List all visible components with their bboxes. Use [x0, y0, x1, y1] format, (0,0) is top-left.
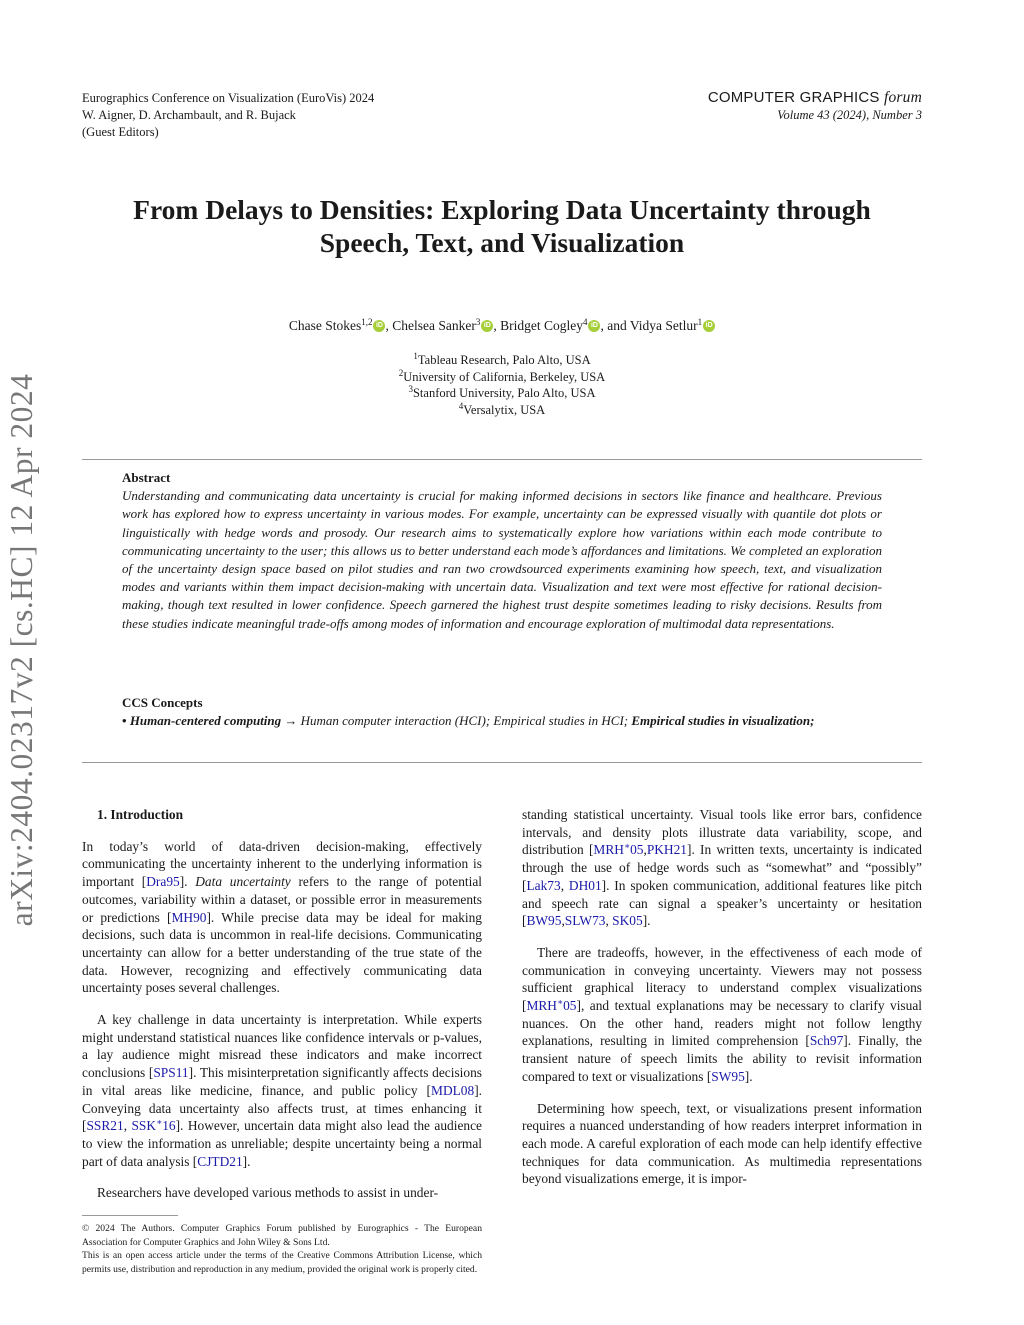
citation-link[interactable]: BW95 [526, 913, 562, 929]
citation-link[interactable]: Dra95 [146, 874, 180, 890]
license-text: This is an open access article under the terms of the Creative Commons Attribution License, which permits use, distribution and reproduction in any medium, provided the original work is properly cited. [82, 1250, 482, 1275]
journal-name: COMPUTER GRAPHICS forum [707, 89, 922, 106]
citation-link[interactable]: DH01 [568, 877, 602, 893]
citation-link[interactable]: MRH∗05 [593, 841, 644, 858]
intro-paragraph-3-start: Researchers have developed various methods to assist in under- [97, 1185, 439, 1201]
author-affil-sup: 1 [697, 317, 703, 327]
orcid-icon[interactable]: iD [588, 320, 600, 332]
right-column [522, 806, 922, 1202]
affiliation: $^1$Tableau Research, Palo Alto, USA [413, 351, 591, 367]
conference-header [82, 90, 374, 141]
editors-line: W. Aigner, D. Archambault, and R. Bujack [82, 108, 296, 122]
author-list: Chase Stokes$^{1,2}$ iD , Chelsea Sanker$^3$ iD , Bridget Cogley$^4$ iD , and Vidya Setlur$^1$ iD [82, 316, 922, 336]
intro-paragraph-3-cont: standing statistical uncertainty. Visual tools like error bars, confidence intervals, and density plots illustrate data variability, scope, and distribution [MRH∗05,PKH21]. In written texts, uncertainty is indicated through the use of hedge words such as “somewhat” and “possibly” [Lak73, DH01]. In spoken communication, additional features like pitch and speech rate can signal a speaker’s uncertainty or hesitation [BW95,SLW73, SK05]. [522, 807, 922, 929]
intro-paragraph-5: Determining how speech, text, or visualizations present information requires a nuanced understanding of how readers interpret information in each mode. A careful exploration of each mode can help identify effective techniques for data communication. As multimedia representations beyond visualizations emerge, it is impor- [522, 1100, 922, 1187]
author-name: Chase Stokes [288, 318, 362, 333]
editors-role: (Guest Editors) [82, 125, 159, 139]
affiliation: $^3$Stanford University, Palo Alto, USA [408, 384, 596, 400]
citation-link[interactable]: SSK∗16 [131, 1117, 176, 1134]
author-affil-sup: 4 [582, 317, 588, 327]
abstract-text: Understanding and communicating data uncertainty is crucial for making informed decisions in sectors like finance and healthcare. Previous work has explored how to express uncertainty in various modes. For example, uncertainty can be expressed visually with quantile dot plots or linguistically with hedge words and prosody. Our research aims to systematically explore how variations within each mode contribute to communicating uncertainty to the user; this allows us to better understand each mode’s affordances and limitations. We completed an exploration of the uncertainty design space based on pilot studies and ran two crowdsourced experiments examining how speech, text, and visualization modes and variants within them impact decision-making with uncertain data. Visualization and text were most effective for rational decision-making, though text resulted in lower confidence. Speech garnered the highest trust despite sometimes leading to risky decisions. Results from these studies indicate meaningful trade-offs among modes of information and encourage exploration of multimodal data representations. [122, 488, 882, 631]
orcid-icon[interactable]: iD [703, 320, 715, 332]
left-column [82, 806, 482, 1202]
citation-link[interactable]: SLW73 [564, 913, 606, 929]
abstract-heading: Abstract [122, 470, 171, 485]
ccs-term1: Human-centered computing [129, 713, 282, 728]
abstract-top-rule [82, 459, 922, 460]
ccs-line: • Human-centered computing → Human computer interaction (HCI); Empirical studies in HCI; Empirical studies in visualization; [122, 713, 815, 728]
ccs-concepts [122, 694, 882, 730]
author-name: Bridget Cogley [500, 318, 583, 333]
author-name: Chelsea Sanker [392, 318, 476, 333]
ccs-heading: CCS Concepts [122, 695, 203, 710]
ccs-term2: Human computer interaction (HCI); Empirical studies in HCI; [300, 713, 629, 728]
citation-link[interactable]: SSR21 [86, 1118, 124, 1134]
citation-link[interactable]: MDL08 [431, 1082, 475, 1098]
conference-line: Eurographics Conference on Visualization (EuroVis) 2024 [82, 91, 375, 105]
citation-link[interactable]: Lak73 [526, 877, 561, 893]
arxiv-stamp-text: arXiv:2404.02317v2 [cs.HC] 12 Apr 2024 [4, 373, 39, 927]
citation-link[interactable]: PKH21 [646, 842, 687, 858]
intro-paragraph-2: A key challenge in data uncertainty is interpretation. While experts might understand statistical nuances like confidence intervals or p-values, a lay audience might misread these indicators and make incorrect conclusions [SPS11]. This misinterpretation significantly affects decisions in vital areas like medicine, finance, and public policy [MDL08]. Conveying data uncertainty also affects trust, at times enhancing it [SSR21, SSK∗16]. However, uncertain data might also lead the audience to view the information as unreliable; despite uncertainty being a normal part of data analysis [CJTD21]. [82, 1012, 482, 1169]
copyright-text: © 2024 The Authors. Computer Graphics Forum published by Eurographics - The European Association for Computer Graphics and John Wiley & Sons Ltd. [82, 1223, 482, 1248]
author-affil-sup: 1,2 [361, 317, 373, 327]
intro-paragraph-4: There are tradeoffs, however, in the effectiveness of each mode of communication in conveying uncertainty. Viewers may not possess sufficient graphical literacy to understand complex visualizations [MRH∗05], and textual explanations may be necessary to clarify visual nuances. On the other hand, readers might not follow lengthy explanations, resulting in limited comprehension [Sch97]. Finally, the transient nature of speech limits the ability to revisit information compared to text or visualizations [SW95]. [522, 944, 923, 1084]
abstract-bottom-rule [82, 762, 922, 763]
citation-link[interactable]: SK05 [612, 913, 643, 929]
citation-link[interactable]: Sch97 [809, 1033, 844, 1049]
citation-link[interactable]: MH90 [171, 909, 207, 925]
affiliation-list [82, 352, 922, 418]
orcid-icon[interactable]: iD [481, 320, 493, 332]
footer-rule [82, 1215, 178, 1216]
copyright-footer [82, 1222, 482, 1276]
journal-header [708, 89, 922, 123]
citation-link[interactable]: MRH∗05 [526, 997, 577, 1014]
author-name: Vidya Setlur [629, 318, 698, 333]
citation-link[interactable]: CJTD21 [197, 1153, 243, 1169]
section-heading: 1. Introduction [97, 807, 184, 822]
citation-link[interactable]: SW95 [711, 1068, 745, 1084]
orcid-icon[interactable]: iD [373, 320, 385, 332]
author-affil-sup: 3 [475, 317, 481, 327]
abstract [122, 469, 882, 633]
volume-info: Volume 43 (2024), Number 3 [777, 108, 922, 122]
affiliation: $^4$Versalytix, USA [458, 400, 546, 417]
intro-paragraph-1: In today’s world of data-driven decision-making, effectively communicating the uncertainty inherent to the underlying information is important [Dra95]. Data uncertainty refers to the range of potential outcomes, variability within a dataset, or possible error in measurements or predictions [MH90]. While precise data may be ideal for making decisions, such data is uncommon in real-life decisions. Communicating uncertainty can allow for a better understanding of the true state of the data. However, recognizing and effectively communicating data uncertainty poses several challenges. [82, 838, 483, 996]
paper-title: From Delays to Densities: Exploring Data Uncertainty through Speech, Text, and Visualization [133, 194, 871, 258]
ccs-term3: Empirical studies in visualization; [631, 713, 815, 728]
affiliation: $^2$University of California, Berkeley, USA [398, 367, 606, 384]
citation-link[interactable]: SPS11 [153, 1065, 189, 1081]
